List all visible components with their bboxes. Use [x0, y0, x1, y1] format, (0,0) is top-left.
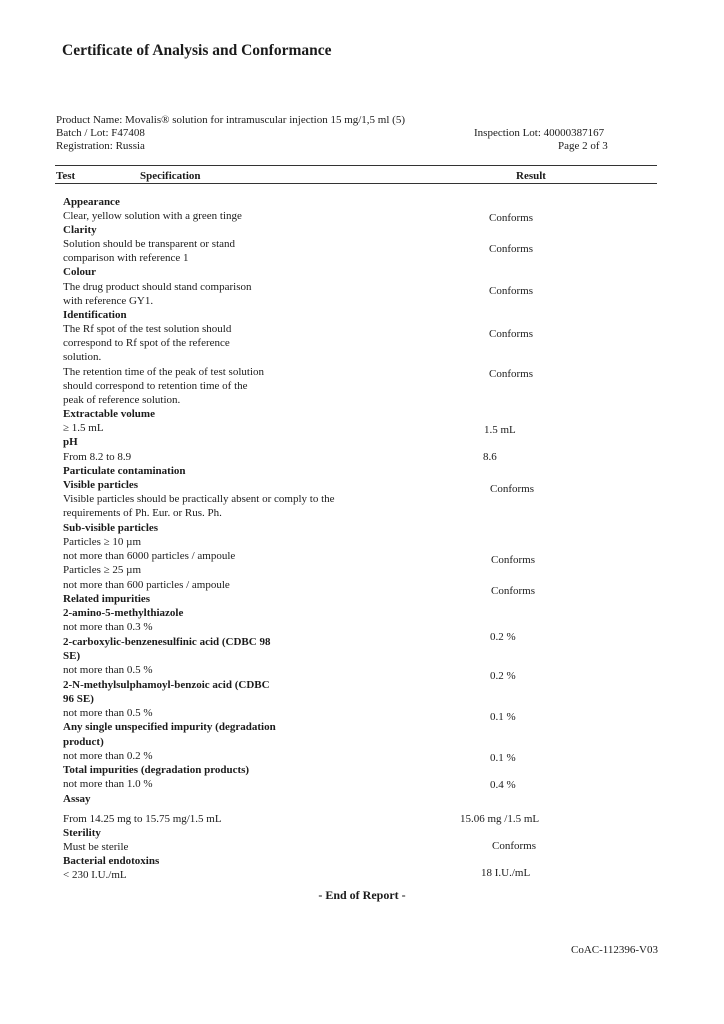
result-sterility: Conforms: [492, 840, 536, 852]
spec-line: not more than 6000 particles / ampoule: [63, 550, 236, 562]
spec-impurity-heading: 2-N-methylsulphamoyl-benzoic acid (CDBC: [63, 679, 270, 691]
spec-total-impurities-heading: Total impurities (degradation products): [63, 764, 250, 776]
result-visible-particles: Conforms: [490, 483, 534, 495]
registration: Registration: Russia: [56, 140, 145, 152]
spec-sub-visible-heading: Sub-visible particles: [63, 522, 159, 534]
inspection-lot: Inspection Lot: 40000387167: [474, 127, 605, 139]
spec-line: Solution should be transparent or stand: [63, 238, 236, 250]
spec-colour-heading: Colour: [63, 266, 96, 278]
spec-line: not more than 0.2 %: [63, 750, 153, 762]
result-total-impurities: 0.4 %: [490, 779, 516, 791]
spec-identification-heading: Identification: [63, 309, 127, 321]
result-identification-rt: Conforms: [489, 368, 533, 380]
spec-line: correspond to Rf spot of the reference: [63, 337, 230, 349]
spec-impurity-heading: product): [63, 736, 104, 748]
result-particles-10um: Conforms: [491, 554, 535, 566]
batch-lot: Batch / Lot: F47408: [56, 127, 145, 139]
spec-appearance-heading: Appearance: [63, 196, 120, 208]
column-header-specification: Specification: [140, 170, 201, 182]
result-colour: Conforms: [489, 285, 533, 297]
spec-clarity-heading: Clarity: [63, 224, 97, 236]
spec-line: < 230 I.U./mL: [63, 869, 127, 881]
footer-document-code: CoAC-112396-V03: [571, 944, 658, 956]
spec-ph-heading: pH: [63, 436, 78, 448]
spec-line: not more than 600 particles / ampoule: [63, 579, 230, 591]
spec-extractable-volume-heading: Extractable volume: [63, 408, 155, 420]
spec-impurity-heading: 96 SE): [63, 693, 94, 705]
result-cdbc-96-se: 0.1 %: [490, 711, 516, 723]
header-bottom-rule: [55, 183, 657, 184]
spec-line: From 14.25 mg to 15.75 mg/1.5 mL: [63, 813, 222, 825]
spec-line: should correspond to retention time of the: [63, 380, 248, 392]
result-cdbc-98-se: 0.2 %: [490, 670, 516, 682]
spec-line: not more than 1.0 %: [63, 778, 153, 790]
spec-line: Clear, yellow solution with a green tinge: [63, 210, 242, 222]
spec-impurity-heading: SE): [63, 650, 81, 662]
spec-line: ≥ 1.5 mL: [63, 422, 104, 434]
spec-line: Particles ≥ 25 µm: [63, 564, 142, 576]
result-ph: 8.6: [483, 451, 497, 463]
spec-impurity-heading: 2-carboxylic-benzenesulfinic acid (CDBC 98: [63, 636, 271, 648]
document-title: Certificate of Analysis and Conformance: [62, 42, 332, 59]
spec-line: The drug product should stand comparison: [63, 281, 252, 293]
end-of-report: - End of Report -: [318, 888, 406, 902]
result-assay: 15.06 mg /1.5 mL: [460, 813, 540, 825]
spec-line: Must be sterile: [63, 841, 129, 853]
result-appearance: Conforms: [489, 212, 533, 224]
spec-sterility-heading: Sterility: [63, 827, 101, 839]
spec-endotoxins-heading: Bacterial endotoxins: [63, 855, 160, 867]
spec-line: Visible particles should be practically absent or comply to the: [63, 493, 335, 505]
spec-line: The retention time of the peak of test solution: [63, 366, 265, 378]
spec-assay-heading: Assay: [63, 793, 91, 805]
spec-line: not more than 0.3 %: [63, 621, 153, 633]
spec-line: not more than 0.5 %: [63, 664, 153, 676]
spec-impurity-heading: 2-amino-5-methylthiazole: [63, 607, 184, 619]
spec-line: comparison with reference 1: [63, 252, 189, 264]
spec-line: Particles ≥ 10 µm: [63, 536, 142, 548]
header-top-rule: [55, 165, 657, 166]
spec-impurity-heading: Any single unspecified impurity (degradation: [63, 721, 276, 733]
column-header-test: Test: [56, 170, 76, 182]
result-aminomethylthiazole: 0.2 %: [490, 631, 516, 643]
spec-particulate-heading: Particulate contamination: [63, 465, 186, 477]
spec-line: requirements of Ph. Eur. or Rus. Ph.: [63, 507, 222, 519]
spec-line: The Rf spot of the test solution should: [63, 323, 232, 335]
spec-line: with reference GY1.: [63, 295, 154, 307]
result-particles-25um: Conforms: [491, 585, 535, 597]
page-number: Page 2 of 3: [558, 140, 608, 152]
spec-line: solution.: [63, 351, 102, 363]
result-clarity: Conforms: [489, 243, 533, 255]
spec-line: From 8.2 to 8.9: [63, 451, 132, 463]
spec-line: peak of reference solution.: [63, 394, 181, 406]
result-extractable-volume: 1.5 mL: [484, 424, 516, 436]
spec-line: not more than 0.5 %: [63, 707, 153, 719]
spec-related-impurities-heading: Related impurities: [63, 593, 151, 605]
spec-visible-particles-heading: Visible particles: [63, 479, 139, 491]
product-name: Product Name: Movalis® solution for intramuscular injection 15 mg/1,5 ml (5): [56, 114, 405, 126]
result-identification-rf: Conforms: [489, 328, 533, 340]
result-single-unspecified: 0.1 %: [490, 752, 516, 764]
result-endotoxins: 18 I.U./mL: [481, 867, 531, 879]
column-header-result: Result: [516, 170, 546, 182]
